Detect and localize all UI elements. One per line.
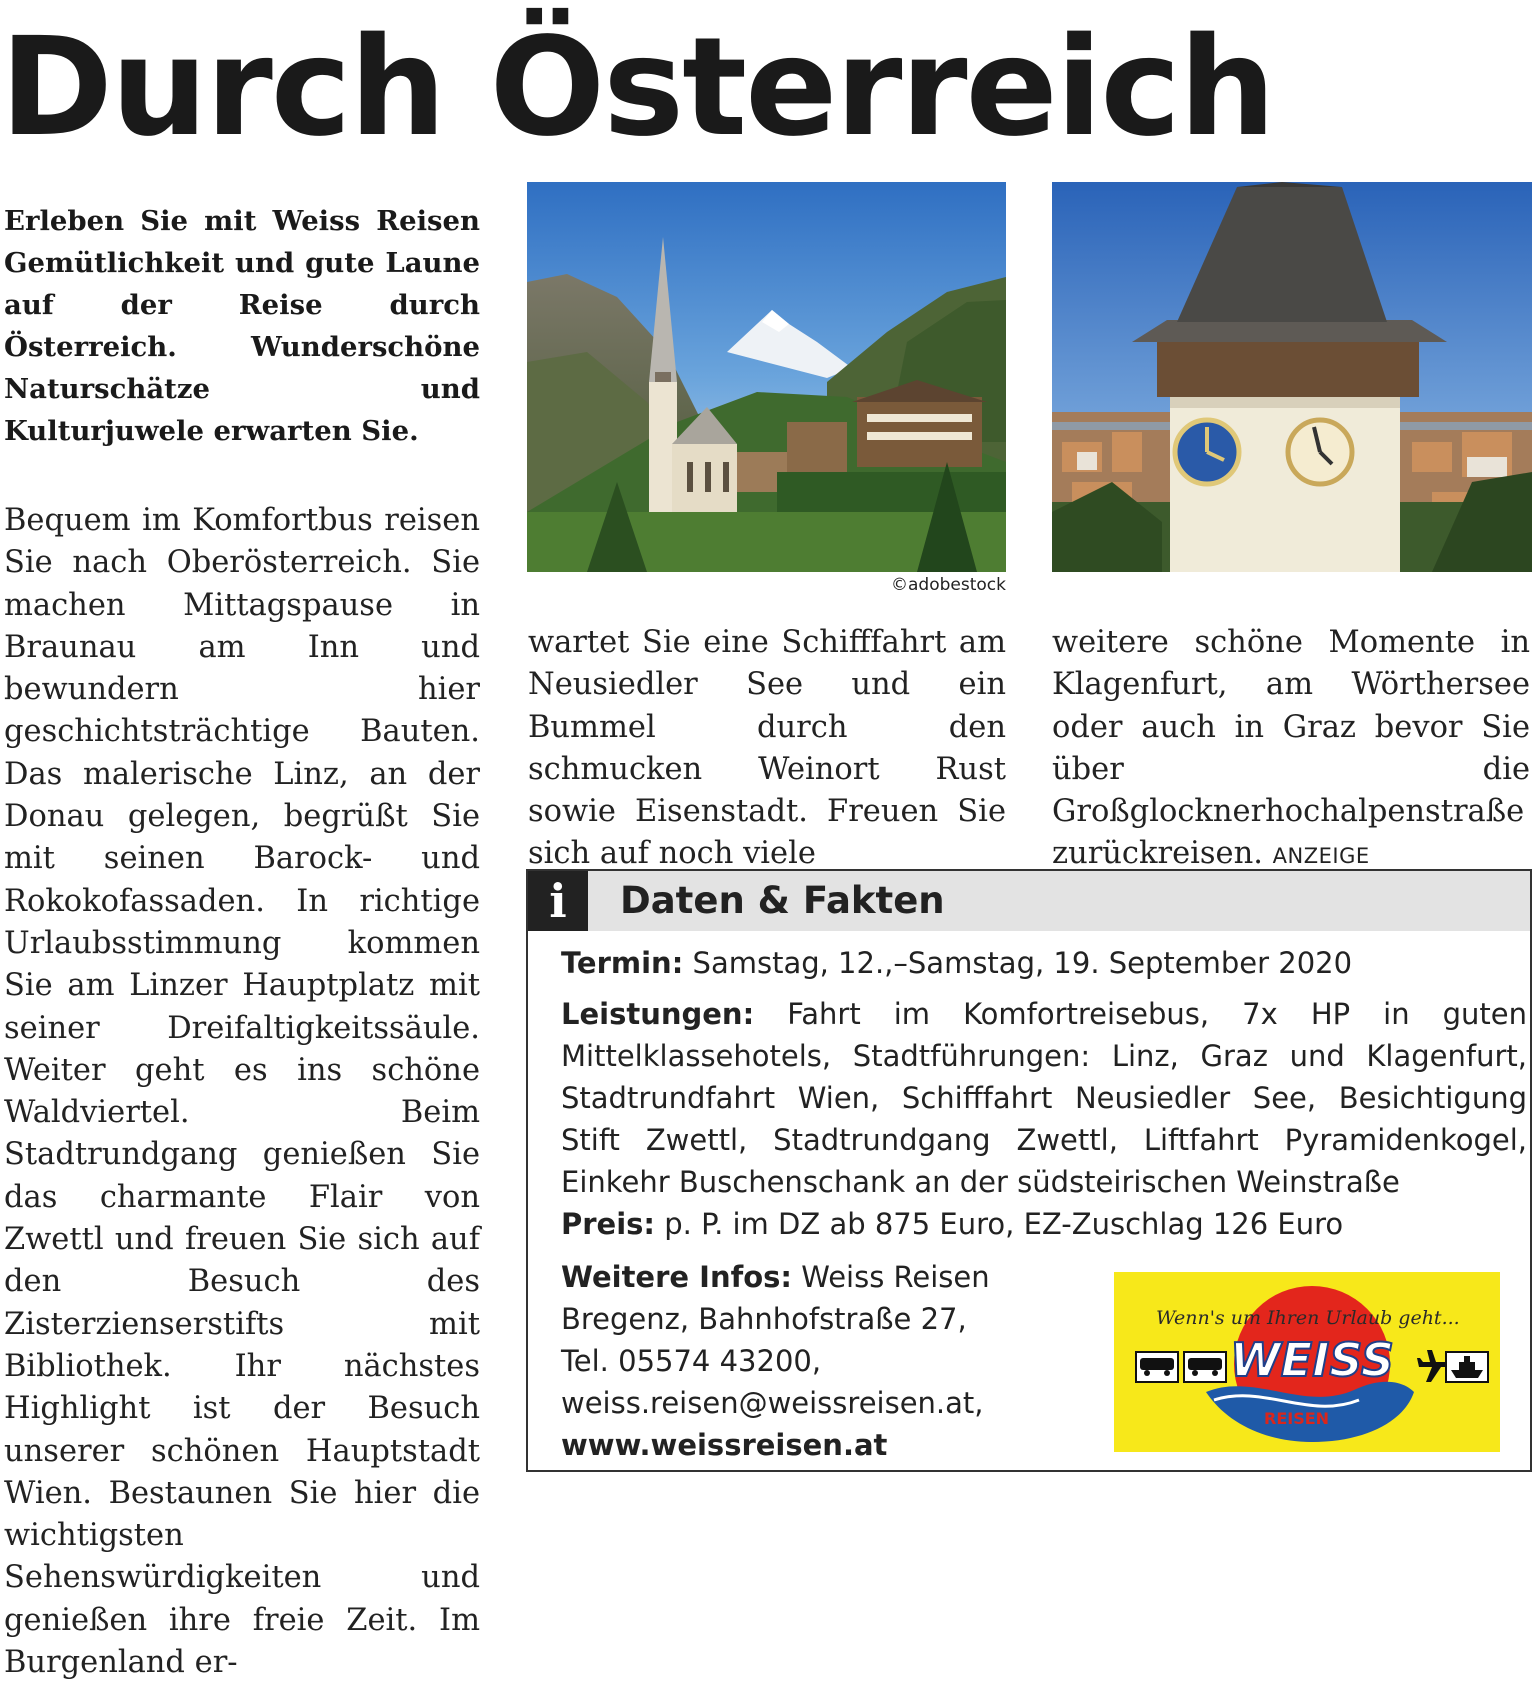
fact-infos-email[interactable]: weiss.reisen@weissreisen.at, (561, 1386, 984, 1420)
fact-leistungen-label: Leistungen: (561, 997, 755, 1031)
advertisement-label: ANZEIGE (1272, 844, 1370, 869)
fact-infos-label: Weitere Infos: (561, 1260, 792, 1294)
body-column-2: wartet Sie eine Schifffahrt am Neusiedler See und ein Bummel durch den schmucken Weinort Rust sowie Eisenstadt. Freuen Sie sich auf noch viele (528, 625, 1006, 872)
body-column-1: Bequem im Komfortbus reisen Sie nach Oberösterreich. Sie machen Mittagspause in Braunau am Inn und bewundern hier geschichtsträchtige Bauten. Das malerische Linz, an der Donau gelegen, begrüßt Sie mit seinen Barock- und Rokokofassaden. In richtige Urlaubsstimmung kommen Sie am Linzer Hauptplatz mit seiner Dreifaltigkeitssäule. Weiter geht es ins schöne Waldviertel. Beim Stadtrundgang genießen Sie das charmante Flair von Zwettl und freuen Sie sich auf den Besuch des Zisterzienserstifts mit Bibliothek. Ihr nächstes Highlight ist der Besuch unserer schönen Hauptstadt Wien. Bestaunen Sie hier die wichtigsten Sehenswürdigkeiten und genießen ihre freie Zeit. Im Burgenland er- (4, 503, 480, 1681)
fact-termin-label: Termin: (561, 946, 684, 980)
fact-leistungen (561, 993, 1527, 1203)
ship-icon (1446, 1352, 1488, 1382)
fact-termin (561, 942, 1521, 984)
lead-paragraph: Erleben Sie mit Weiss Reisen Gemütlichkeit und gute Laune auf der Reise durch Österreich. Wunderschöne Naturschätze und Kulturjuwele erwarten Sie. (4, 205, 480, 447)
fact-weitere-infos (561, 1256, 1101, 1466)
website-link[interactable]: www.weissreisen.at (561, 1428, 888, 1462)
logo-brand: WEISS (1230, 1333, 1394, 1387)
fact-infos-company: Weiss Reisen (801, 1260, 990, 1294)
body-column-3-text: weitere schöne Momente in Klagenfurt, am Wörthersee oder auch in Graz bevor Sie über die Großglocknerhochalpenstraße zurückreisen. (1052, 625, 1530, 872)
logo-slogan: Wenn's um Ihren Urlaub geht... (1156, 1307, 1460, 1329)
facts-title: Daten & Fakten (620, 879, 945, 922)
fact-infos-phone: Tel. 05574 43200, (561, 1344, 822, 1378)
fact-preis-value: p. P. im DZ ab 875 Euro, EZ-Zuschlag 126 Euro (664, 1207, 1344, 1241)
fact-infos-address: Bregenz, Bahnhofstraße 27, (561, 1302, 967, 1336)
bus-icon (1136, 1352, 1178, 1382)
fact-leistungen-value: Fahrt im Komfortreisebus, 7x HP in guten Mittelklassehotels, Stadtführungen: Linz, Graz und Klagenfurt, Stadtrundfahrt Wien, Schifffahrt Neusiedler See, Besichtigung Stift Zwettl, Stadtrundgang Zwettl, Liftfahrt Pyramidenkogel, Einkehr Buschenschank an der südsteirischen Weinstraße (561, 997, 1528, 1199)
logo-sub: REISEN (1264, 1409, 1330, 1428)
bus-icon (1184, 1352, 1226, 1382)
weiss-reisen-logo (1114, 1272, 1500, 1452)
photo-graz-clock-tower (1052, 182, 1532, 572)
fact-termin-value: Samstag, 12.,–Samstag, 19. September 2020 (692, 946, 1353, 980)
photo-heiligenblut (527, 182, 1006, 572)
fact-preis-label: Preis: (561, 1207, 656, 1241)
fact-preis (561, 1203, 1521, 1245)
body-column-3 (1052, 622, 1530, 878)
info-icon: i (528, 871, 588, 931)
photo-credit: ©adobestock (891, 575, 1006, 595)
headline: Durch Österreich (0, 9, 1274, 167)
